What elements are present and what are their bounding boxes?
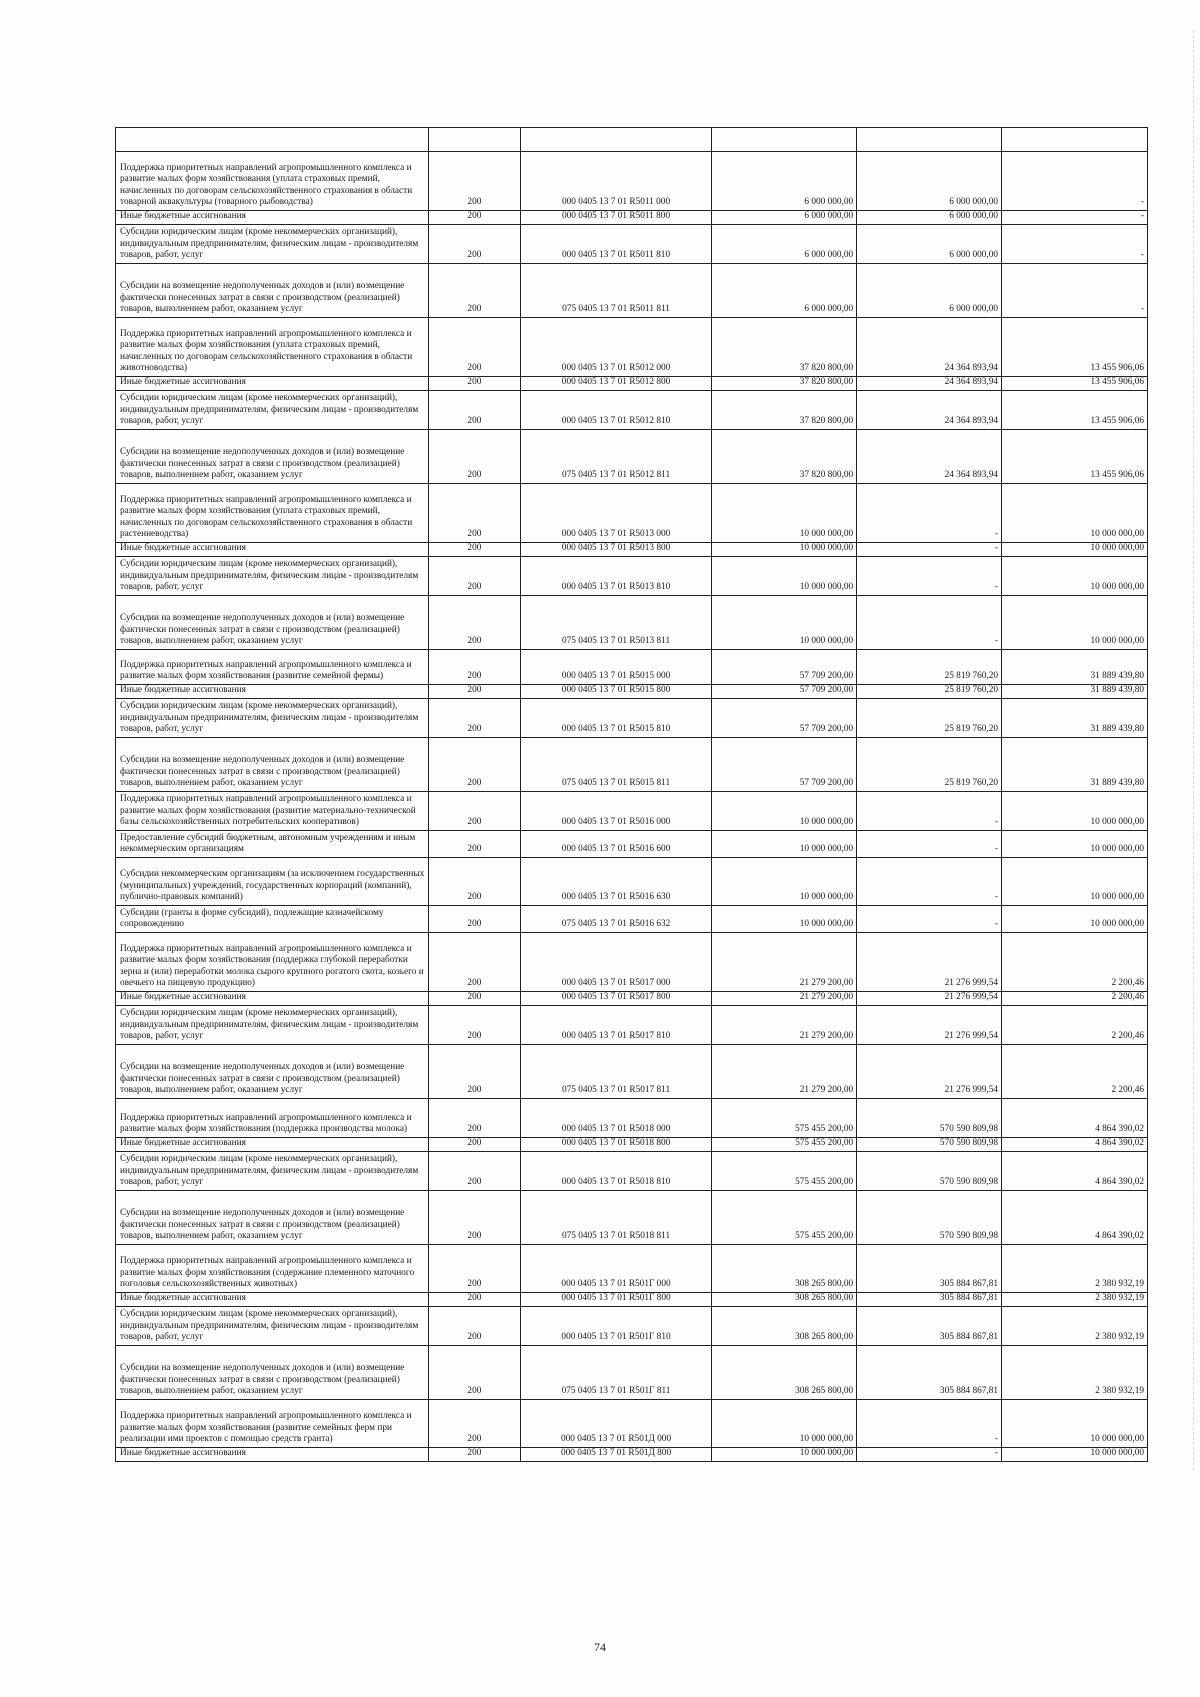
table-row: [116, 377, 1148, 391]
table-row: [116, 318, 1148, 377]
row-budget-code: 000 0405 13 7 01 R5015 000: [520, 650, 712, 685]
table-row: [116, 831, 1148, 858]
table-row: [116, 391, 1148, 430]
row-approved-amount: 10 000 000,00: [712, 792, 857, 831]
row-executed-amount: -: [857, 906, 1002, 933]
row-budget-code: 000 0405 13 7 01 R5011 810: [520, 225, 712, 264]
table-row: [116, 933, 1148, 992]
row-remaining-amount: 2 380 932,19: [1002, 1245, 1148, 1293]
row-budget-code: 000 0405 13 7 01 R5018 800: [520, 1138, 712, 1152]
row-name: Иные бюджетные ассигнования: [116, 992, 429, 1006]
row-name: Субсидии на возмещение недополученных доходов и (или) возмещение фактически понесенных затрат в связи с производством (реализацией) товаров, выполнением работ, оказанием услуг: [116, 1191, 429, 1245]
table-row: [116, 906, 1148, 933]
table-row: [116, 1245, 1148, 1293]
row-name: Субсидии (гранты в форме субсидий), подлежащие казначейскому сопровождению: [116, 906, 429, 933]
row-executed-amount: 21 276 999,54: [857, 933, 1002, 992]
row-line-code: 200: [429, 650, 521, 685]
row-name: Иные бюджетные ассигнования: [116, 1293, 429, 1307]
row-executed-amount: 25 819 760,20: [857, 699, 1002, 738]
row-approved-amount: 575 455 200,00: [712, 1152, 857, 1191]
row-budget-code: 000 0405 13 7 01 R5013 800: [520, 543, 712, 557]
row-line-code: 200: [429, 1006, 521, 1045]
row-executed-amount: 6 000 000,00: [857, 211, 1002, 225]
row-remaining-amount: 2 380 932,19: [1002, 1293, 1148, 1307]
row-line-code: 200: [429, 1400, 521, 1448]
row-budget-code: 000 0405 13 7 01 R5016 630: [520, 858, 712, 906]
budget-execution-table: [115, 127, 1148, 1462]
row-budget-code: 000 0405 13 7 01 R5011 000: [520, 152, 712, 211]
table-row: [116, 738, 1148, 792]
row-executed-amount: 24 364 893,94: [857, 318, 1002, 377]
table-body: [116, 128, 1148, 1462]
row-budget-code: 000 0405 13 7 01 R5018 000: [520, 1099, 712, 1138]
row-approved-amount: 10 000 000,00: [712, 1448, 857, 1462]
row-executed-amount: 570 590 809,98: [857, 1191, 1002, 1245]
table-row: [116, 430, 1148, 484]
row-line-code: 200: [429, 1293, 521, 1307]
row-budget-code: 000 0405 13 7 01 R5017 800: [520, 992, 712, 1006]
row-line-code: 200: [429, 1099, 521, 1138]
row-budget-code: 075 0405 13 7 01 R5016 632: [520, 906, 712, 933]
table-row: [116, 211, 1148, 225]
row-remaining-amount: -: [1002, 225, 1148, 264]
row-remaining-amount: 2 380 932,19: [1002, 1346, 1148, 1400]
row-line-code: 200: [429, 992, 521, 1006]
row-name: Поддержка приоритетных направлений агропромышленного комплекса и развитие малых форм хозяйствования (уплата страховых премий, начисленных по договорам сельскохозяйственного страхования в области товарной аквакультуры (товарного рыбоводства): [116, 152, 429, 211]
row-approved-amount: 6 000 000,00: [712, 264, 857, 318]
row-executed-amount: 24 364 893,94: [857, 391, 1002, 430]
row-approved-amount: 10 000 000,00: [712, 557, 857, 596]
header-cell-name: [116, 128, 429, 152]
row-name: Субсидии на возмещение недополученных доходов и (или) возмещение фактически понесенных затрат в связи с производством (реализацией) товаров, выполнением работ, оказанием услуг: [116, 430, 429, 484]
row-approved-amount: 21 279 200,00: [712, 933, 857, 992]
row-name: Иные бюджетные ассигнования: [116, 543, 429, 557]
table-row: [116, 484, 1148, 543]
row-remaining-amount: 13 455 906,06: [1002, 391, 1148, 430]
table-row: [116, 992, 1148, 1006]
table-row: [116, 1400, 1148, 1448]
row-line-code: 200: [429, 596, 521, 650]
row-name: Поддержка приоритетных направлений агропромышленного комплекса и развитие малых форм хозяйствования (содержание племенного маточного поголовья сельскохозяйственных животных): [116, 1245, 429, 1293]
table-row: [116, 685, 1148, 699]
row-line-code: 200: [429, 484, 521, 543]
row-remaining-amount: 4 864 390,02: [1002, 1099, 1148, 1138]
row-name: Субсидии на возмещение недополученных доходов и (или) возмещение фактически понесенных затрат в связи с производством (реализацией) товаров, выполнением работ, оказанием услуг: [116, 738, 429, 792]
row-name: Субсидии юридическим лицам (кроме некоммерческих организаций), индивидуальным предпринимателям, физическим лицам - производителям товаров, работ, услуг: [116, 1006, 429, 1045]
table-row: [116, 264, 1148, 318]
row-approved-amount: 575 455 200,00: [712, 1191, 857, 1245]
row-budget-code: 000 0405 13 7 01 R501Г 000: [520, 1245, 712, 1293]
table-row: [116, 1006, 1148, 1045]
row-approved-amount: 57 709 200,00: [712, 738, 857, 792]
row-approved-amount: 10 000 000,00: [712, 858, 857, 906]
row-approved-amount: 10 000 000,00: [712, 543, 857, 557]
row-line-code: 200: [429, 1448, 521, 1462]
row-remaining-amount: 2 200,46: [1002, 992, 1148, 1006]
row-line-code: 200: [429, 1152, 521, 1191]
table-row: [116, 699, 1148, 738]
table-row: [116, 1307, 1148, 1346]
row-remaining-amount: 10 000 000,00: [1002, 543, 1148, 557]
row-name: Субсидии юридическим лицам (кроме некоммерческих организаций), индивидуальным предпринимателям, физическим лицам - производителям товаров, работ, услуг: [116, 391, 429, 430]
row-line-code: 200: [429, 557, 521, 596]
row-approved-amount: 37 820 800,00: [712, 318, 857, 377]
row-name: Иные бюджетные ассигнования: [116, 377, 429, 391]
row-executed-amount: -: [857, 1448, 1002, 1462]
row-budget-code: 075 0405 13 7 01 R5012 811: [520, 430, 712, 484]
row-budget-code: 000 0405 13 7 01 R5012 800: [520, 377, 712, 391]
row-executed-amount: 570 590 809,98: [857, 1152, 1002, 1191]
table-row: [116, 1099, 1148, 1138]
row-remaining-amount: 2 200,46: [1002, 1006, 1148, 1045]
row-remaining-amount: 13 455 906,06: [1002, 377, 1148, 391]
row-line-code: 200: [429, 152, 521, 211]
row-name: Субсидии юридическим лицам (кроме некоммерческих организаций), индивидуальным предпринимателям, физическим лицам - производителям товаров, работ, услуг: [116, 225, 429, 264]
row-approved-amount: 37 820 800,00: [712, 391, 857, 430]
header-cell-line: [429, 128, 521, 152]
row-executed-amount: -: [857, 792, 1002, 831]
row-line-code: 200: [429, 1245, 521, 1293]
row-budget-code: 000 0405 13 7 01 R5016 000: [520, 792, 712, 831]
row-approved-amount: 308 265 800,00: [712, 1346, 857, 1400]
table-row: [116, 557, 1148, 596]
table-row: [116, 1152, 1148, 1191]
table-header-row: [116, 128, 1148, 152]
row-approved-amount: 57 709 200,00: [712, 699, 857, 738]
row-name: Поддержка приоритетных направлений агропромышленного комплекса и развитие малых форм хозяйствования (развитие семейной фермы): [116, 650, 429, 685]
row-line-code: 200: [429, 738, 521, 792]
row-line-code: 200: [429, 1045, 521, 1099]
row-remaining-amount: 10 000 000,00: [1002, 1400, 1148, 1448]
table-row: [116, 650, 1148, 685]
row-approved-amount: 57 709 200,00: [712, 685, 857, 699]
row-budget-code: 075 0405 13 7 01 R5013 811: [520, 596, 712, 650]
row-line-code: 200: [429, 792, 521, 831]
row-name: Субсидии юридическим лицам (кроме некоммерческих организаций), индивидуальным предпринимателям, физическим лицам - производителям товаров, работ, услуг: [116, 699, 429, 738]
row-executed-amount: 305 884 867,81: [857, 1245, 1002, 1293]
row-budget-code: 000 0405 13 7 01 R5013 810: [520, 557, 712, 596]
row-executed-amount: -: [857, 484, 1002, 543]
row-approved-amount: 10 000 000,00: [712, 484, 857, 543]
row-line-code: 200: [429, 1346, 521, 1400]
row-budget-code: 000 0405 13 7 01 R5012 000: [520, 318, 712, 377]
row-remaining-amount: 31 889 439,80: [1002, 699, 1148, 738]
row-remaining-amount: 4 864 390,02: [1002, 1191, 1148, 1245]
row-name: Субсидии некоммерческим организациям (за исключением государственных (муниципальных) учреждений, государственных корпораций (компаний), публично-правовых компаний): [116, 858, 429, 906]
row-remaining-amount: 10 000 000,00: [1002, 858, 1148, 906]
row-remaining-amount: -: [1002, 152, 1148, 211]
row-remaining-amount: 10 000 000,00: [1002, 557, 1148, 596]
row-approved-amount: 308 265 800,00: [712, 1293, 857, 1307]
row-name: Поддержка приоритетных направлений агропромышленного комплекса и развитие малых форм хозяйствования (развитие материально-технической базы сельскохозяйственных потребительских кооперативов): [116, 792, 429, 831]
row-budget-code: 000 0405 13 7 01 R501Г 800: [520, 1293, 712, 1307]
row-name: Иные бюджетные ассигнования: [116, 1138, 429, 1152]
row-line-code: 200: [429, 318, 521, 377]
row-name: Поддержка приоритетных направлений агропромышленного комплекса и развитие малых форм хозяйствования (поддержка производства молока): [116, 1099, 429, 1138]
row-name: Субсидии на возмещение недополученных доходов и (или) возмещение фактически понесенных затрат в связи с производством (реализацией) товаров, выполнением работ, оказанием услуг: [116, 1045, 429, 1099]
row-remaining-amount: 10 000 000,00: [1002, 1448, 1148, 1462]
row-executed-amount: 21 276 999,54: [857, 992, 1002, 1006]
row-executed-amount: 570 590 809,98: [857, 1099, 1002, 1138]
row-line-code: 200: [429, 1191, 521, 1245]
row-line-code: 200: [429, 543, 521, 557]
row-remaining-amount: 2 200,46: [1002, 933, 1148, 992]
row-remaining-amount: 10 000 000,00: [1002, 596, 1148, 650]
row-executed-amount: 24 364 893,94: [857, 430, 1002, 484]
row-line-code: 200: [429, 858, 521, 906]
row-remaining-amount: 4 864 390,02: [1002, 1138, 1148, 1152]
row-name: Поддержка приоритетных направлений агропромышленного комплекса и развитие малых форм хозяйствования (развитие семейных ферм при реализации ими проектов с помощью средств гранта): [116, 1400, 429, 1448]
row-approved-amount: 21 279 200,00: [712, 992, 857, 1006]
table-row: [116, 152, 1148, 211]
row-remaining-amount: 10 000 000,00: [1002, 831, 1148, 858]
header-cell-code: [520, 128, 712, 152]
table-row: [116, 792, 1148, 831]
row-budget-code: 000 0405 13 7 01 R5017 000: [520, 933, 712, 992]
row-budget-code: 000 0405 13 7 01 R5015 810: [520, 699, 712, 738]
row-approved-amount: 37 820 800,00: [712, 430, 857, 484]
row-executed-amount: 25 819 760,20: [857, 685, 1002, 699]
row-line-code: 200: [429, 391, 521, 430]
table-row: [116, 1346, 1148, 1400]
row-approved-amount: 37 820 800,00: [712, 377, 857, 391]
table-row: [116, 1191, 1148, 1245]
table-row: [116, 1448, 1148, 1462]
row-name: Субсидии юридическим лицам (кроме некоммерческих организаций), индивидуальным предпринимателям, физическим лицам - производителям товаров, работ, услуг: [116, 1152, 429, 1191]
row-line-code: 200: [429, 699, 521, 738]
row-approved-amount: 575 455 200,00: [712, 1099, 857, 1138]
row-remaining-amount: 31 889 439,80: [1002, 738, 1148, 792]
row-line-code: 200: [429, 831, 521, 858]
row-executed-amount: 305 884 867,81: [857, 1346, 1002, 1400]
row-executed-amount: 6 000 000,00: [857, 152, 1002, 211]
row-remaining-amount: 31 889 439,80: [1002, 650, 1148, 685]
row-approved-amount: 57 709 200,00: [712, 650, 857, 685]
row-remaining-amount: -: [1002, 264, 1148, 318]
row-name: Предоставление субсидий бюджетным, автономным учреждениям и иным некоммерческим организациям: [116, 831, 429, 858]
row-approved-amount: 575 455 200,00: [712, 1138, 857, 1152]
row-remaining-amount: -: [1002, 211, 1148, 225]
row-line-code: 200: [429, 685, 521, 699]
row-line-code: 200: [429, 377, 521, 391]
table-row: [116, 1045, 1148, 1099]
row-budget-code: 000 0405 13 7 01 R501Г 810: [520, 1307, 712, 1346]
row-remaining-amount: 4 864 390,02: [1002, 1152, 1148, 1191]
row-approved-amount: 6 000 000,00: [712, 211, 857, 225]
row-budget-code: 000 0405 13 7 01 R5011 800: [520, 211, 712, 225]
row-executed-amount: 305 884 867,81: [857, 1293, 1002, 1307]
row-approved-amount: 6 000 000,00: [712, 152, 857, 211]
row-remaining-amount: 10 000 000,00: [1002, 906, 1148, 933]
row-name: Субсидии на возмещение недополученных доходов и (или) возмещение фактически понесенных затрат в связи с производством (реализацией) товаров, выполнением работ, оказанием услуг: [116, 1346, 429, 1400]
row-approved-amount: 21 279 200,00: [712, 1045, 857, 1099]
row-executed-amount: 24 364 893,94: [857, 377, 1002, 391]
row-remaining-amount: 10 000 000,00: [1002, 484, 1148, 543]
row-executed-amount: -: [857, 596, 1002, 650]
row-approved-amount: 308 265 800,00: [712, 1307, 857, 1346]
row-executed-amount: 6 000 000,00: [857, 264, 1002, 318]
row-approved-amount: 6 000 000,00: [712, 225, 857, 264]
row-approved-amount: 308 265 800,00: [712, 1245, 857, 1293]
row-line-code: 200: [429, 430, 521, 484]
row-executed-amount: -: [857, 557, 1002, 596]
table-row: [116, 1138, 1148, 1152]
row-approved-amount: 10 000 000,00: [712, 831, 857, 858]
row-line-code: 200: [429, 264, 521, 318]
row-executed-amount: -: [857, 1400, 1002, 1448]
row-line-code: 200: [429, 211, 521, 225]
page-number: 74: [594, 1640, 606, 1654]
row-approved-amount: 21 279 200,00: [712, 1006, 857, 1045]
scan-edge-marks: [1192, 30, 1194, 1470]
row-line-code: 200: [429, 225, 521, 264]
row-budget-code: 000 0405 13 7 01 R5013 000: [520, 484, 712, 543]
row-name: Иные бюджетные ассигнования: [116, 685, 429, 699]
row-executed-amount: -: [857, 858, 1002, 906]
row-budget-code: 075 0405 13 7 01 R5015 811: [520, 738, 712, 792]
row-executed-amount: 6 000 000,00: [857, 225, 1002, 264]
row-remaining-amount: 2 200,46: [1002, 1045, 1148, 1099]
row-executed-amount: 21 276 999,54: [857, 1045, 1002, 1099]
row-line-code: 200: [429, 906, 521, 933]
header-cell-executed: [857, 128, 1002, 152]
row-name: Поддержка приоритетных направлений агропромышленного комплекса и развитие малых форм хозяйствования (уплата страховых премий, начисленных по договорам сельскохозяйственного страхования в области животноводства): [116, 318, 429, 377]
row-remaining-amount: 13 455 906,06: [1002, 430, 1148, 484]
row-line-code: 200: [429, 933, 521, 992]
row-line-code: 200: [429, 1138, 521, 1152]
row-name: Поддержка приоритетных направлений агропромышленного комплекса и развитие малых форм хозяйствования (поддержка глубокой переработки зерна и (или) переработки молока сырого крупного рогатого скота, козьего и овечьего на пищевую продукцию): [116, 933, 429, 992]
table-row: [116, 1293, 1148, 1307]
row-executed-amount: 25 819 760,20: [857, 738, 1002, 792]
row-executed-amount: -: [857, 543, 1002, 557]
table-row: [116, 543, 1148, 557]
row-executed-amount: -: [857, 831, 1002, 858]
row-name: Субсидии юридическим лицам (кроме некоммерческих организаций), индивидуальным предпринимателям, физическим лицам - производителям товаров, работ, услуг: [116, 1307, 429, 1346]
row-approved-amount: 10 000 000,00: [712, 1400, 857, 1448]
row-name: Субсидии юридическим лицам (кроме некоммерческих организаций), индивидуальным предпринимателям, физическим лицам - производителям товаров, работ, услуг: [116, 557, 429, 596]
row-budget-code: 000 0405 13 7 01 R5012 810: [520, 391, 712, 430]
row-name: Субсидии на возмещение недополученных доходов и (или) возмещение фактически понесенных затрат в связи с производством (реализацией) товаров, выполнением работ, оказанием услуг: [116, 264, 429, 318]
row-line-code: 200: [429, 1307, 521, 1346]
row-executed-amount: 25 819 760,20: [857, 650, 1002, 685]
row-budget-code: 075 0405 13 7 01 R5011 811: [520, 264, 712, 318]
row-budget-code: 075 0405 13 7 01 R5017 811: [520, 1045, 712, 1099]
row-budget-code: 000 0405 13 7 01 R5018 810: [520, 1152, 712, 1191]
table-row: [116, 858, 1148, 906]
row-budget-code: 075 0405 13 7 01 R5018 811: [520, 1191, 712, 1245]
row-executed-amount: 305 884 867,81: [857, 1307, 1002, 1346]
header-cell-remaining: [1002, 128, 1148, 152]
header-cell-approved: [712, 128, 857, 152]
row-budget-code: 000 0405 13 7 01 R5017 810: [520, 1006, 712, 1045]
row-approved-amount: 10 000 000,00: [712, 906, 857, 933]
row-budget-code: 000 0405 13 7 01 R5016 600: [520, 831, 712, 858]
row-executed-amount: 570 590 809,98: [857, 1138, 1002, 1152]
row-budget-code: 075 0405 13 7 01 R501Г 811: [520, 1346, 712, 1400]
table-row: [116, 596, 1148, 650]
row-executed-amount: 21 276 999,54: [857, 1006, 1002, 1045]
row-name: Субсидии на возмещение недополученных доходов и (или) возмещение фактически понесенных затрат в связи с производством (реализацией) товаров, выполнением работ, оказанием услуг: [116, 596, 429, 650]
row-budget-code: 000 0405 13 7 01 R5015 800: [520, 685, 712, 699]
row-name: Иные бюджетные ассигнования: [116, 1448, 429, 1462]
row-budget-code: 000 0405 13 7 01 R501Д 000: [520, 1400, 712, 1448]
row-remaining-amount: 2 380 932,19: [1002, 1307, 1148, 1346]
row-name: Поддержка приоритетных направлений агропромышленного комплекса и развитие малых форм хозяйствования (уплата страховых премий, начисленных по договорам сельскохозяйственного страхования в области растениеводства): [116, 484, 429, 543]
row-budget-code: 000 0405 13 7 01 R501Д 800: [520, 1448, 712, 1462]
row-approved-amount: 10 000 000,00: [712, 596, 857, 650]
row-remaining-amount: 10 000 000,00: [1002, 792, 1148, 831]
row-remaining-amount: 31 889 439,80: [1002, 685, 1148, 699]
table-row: [116, 225, 1148, 264]
row-name: Иные бюджетные ассигнования: [116, 211, 429, 225]
row-remaining-amount: 13 455 906,06: [1002, 318, 1148, 377]
